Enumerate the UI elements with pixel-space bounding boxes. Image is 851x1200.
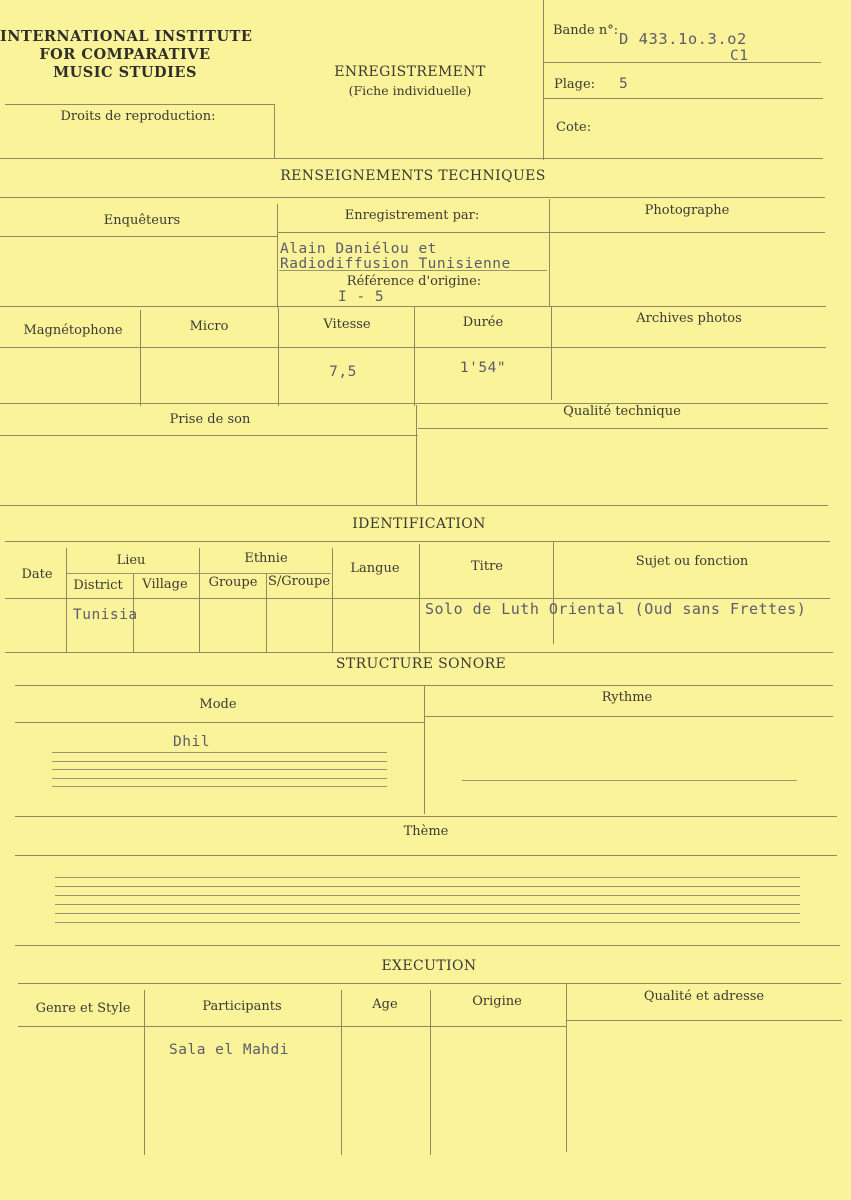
- divider: [18, 983, 841, 984]
- ethnic-group-label: Ethnie: [244, 551, 288, 566]
- subject-function-label: Sujet ou fonction: [635, 554, 749, 569]
- section-title-structure: STRUCTURE SONORE: [335, 656, 507, 672]
- divider: [199, 548, 200, 652]
- age-label: Age: [372, 997, 398, 1012]
- divider: [549, 199, 550, 307]
- section-title-execution: EXECUTION: [381, 958, 477, 974]
- divider: [5, 104, 275, 105]
- recorder-label: Magnétophone: [23, 323, 123, 338]
- divider: [543, 0, 544, 160]
- divider: [5, 598, 830, 599]
- ruled-line: [52, 752, 387, 753]
- divider: [0, 435, 418, 436]
- title-label: Titre: [471, 559, 503, 574]
- rights-label: Droits de reproduction:: [60, 109, 216, 124]
- divider: [0, 197, 825, 198]
- divider: [543, 62, 821, 63]
- divider: [274, 104, 275, 158]
- recorded-by-label: Enregistrement par:: [344, 208, 480, 223]
- ruled-line: [462, 780, 797, 781]
- duration-label: Durée: [462, 315, 504, 330]
- form-title: ENREGISTREMENT: [334, 64, 486, 80]
- divider: [341, 990, 342, 1155]
- divider: [416, 405, 417, 505]
- divider: [0, 347, 826, 348]
- form-subtitle: (Fiche individuelle): [348, 83, 472, 98]
- divider: [0, 306, 826, 307]
- title-value: Solo de Luth Oriental (Oud sans Frettes): [425, 600, 807, 618]
- divider: [15, 855, 837, 856]
- speed-value: 7,5: [329, 364, 357, 380]
- divider: [5, 652, 833, 653]
- divider: [278, 308, 279, 406]
- divider: [551, 306, 552, 400]
- ruled-line: [52, 786, 387, 787]
- divider: [0, 403, 828, 404]
- origin-reference-label: Référence d'origine:: [346, 274, 482, 289]
- divider: [15, 816, 837, 817]
- divider: [543, 98, 823, 99]
- ruled-line: [55, 895, 800, 896]
- section-title-identification: IDENTIFICATION: [352, 516, 486, 532]
- divider: [144, 990, 145, 1155]
- track-value: 5: [619, 76, 629, 92]
- divider: [140, 310, 141, 406]
- photographer-label: Photographe: [644, 203, 730, 218]
- ruled-line: [55, 913, 800, 914]
- speed-label: Vitesse: [323, 317, 371, 332]
- ruled-line: [55, 877, 800, 878]
- institute-name-line3: MUSIC STUDIES: [53, 64, 197, 81]
- divider: [15, 945, 840, 946]
- divider: [277, 232, 825, 233]
- recorded-by-value-line2: Radiodiffusion Tunisienne: [280, 256, 511, 272]
- ruled-line: [55, 886, 800, 887]
- track-label: Plage:: [554, 77, 596, 92]
- divider: [425, 716, 833, 717]
- language-label: Langue: [350, 561, 400, 576]
- ruled-line: [52, 769, 387, 770]
- tape-number-value: D 433.1o.3.o2: [619, 30, 747, 48]
- duration-value: 1'54": [459, 360, 507, 376]
- recorded-by-value-line1: Alain Daniélou et: [280, 241, 437, 257]
- microphone-label: Micro: [189, 319, 229, 334]
- divider: [15, 722, 425, 723]
- mode-label: Mode: [199, 697, 237, 712]
- district-label: District: [73, 578, 123, 593]
- divider: [0, 236, 277, 237]
- section-title-technical: RENSEIGNEMENTS TECHNIQUES: [280, 168, 546, 184]
- participants-label: Participants: [202, 999, 282, 1014]
- photo-archive-label: Archives photos: [636, 311, 742, 326]
- divider: [18, 1026, 566, 1027]
- divider: [566, 984, 567, 1152]
- investigators-label: Enquêteurs: [103, 213, 181, 228]
- technical-quality-label: Qualité technique: [563, 404, 681, 419]
- mode-value: Dhil: [173, 734, 210, 750]
- ruled-line: [55, 904, 800, 905]
- subgroup-label: S/Groupe: [267, 574, 331, 589]
- genre-style-label: Genre et Style: [35, 1001, 131, 1016]
- quality-address-label: Qualité et adresse: [643, 989, 765, 1004]
- origin-reference-value: I - 5: [338, 289, 385, 305]
- date-label: Date: [21, 567, 53, 582]
- ruled-line: [52, 778, 387, 779]
- ruled-line: [55, 922, 800, 923]
- divider: [0, 158, 823, 159]
- group-label: Groupe: [208, 575, 258, 590]
- shelf-mark-label: Cote:: [556, 120, 592, 135]
- divider: [424, 686, 425, 814]
- divider: [66, 548, 67, 652]
- divider: [0, 505, 828, 506]
- theme-label: Thème: [403, 824, 449, 839]
- institute-name-line2: FOR COMPARATIVE: [39, 46, 211, 63]
- divider: [553, 542, 554, 644]
- participant-value: Sala el Mahdi: [169, 1042, 289, 1058]
- tape-number-value-2: C1: [730, 48, 749, 64]
- divider: [277, 204, 278, 308]
- origin-label: Origine: [472, 994, 522, 1009]
- divider: [566, 1020, 842, 1021]
- ruled-line: [52, 761, 387, 762]
- divider: [418, 428, 828, 429]
- divider: [266, 574, 267, 652]
- divider: [332, 548, 333, 652]
- place-label: Lieu: [116, 553, 146, 568]
- tape-number-label: Bande n°:: [553, 23, 619, 38]
- rhythm-label: Rythme: [601, 690, 653, 705]
- divider: [5, 541, 830, 542]
- divider: [430, 990, 431, 1155]
- village-label: Village: [142, 577, 188, 592]
- institute-name-line1: INTERNATIONAL INSTITUTE: [0, 28, 253, 45]
- divider: [414, 306, 415, 406]
- district-value: Tunisia: [73, 607, 138, 623]
- sound-capture-label: Prise de son: [169, 412, 251, 427]
